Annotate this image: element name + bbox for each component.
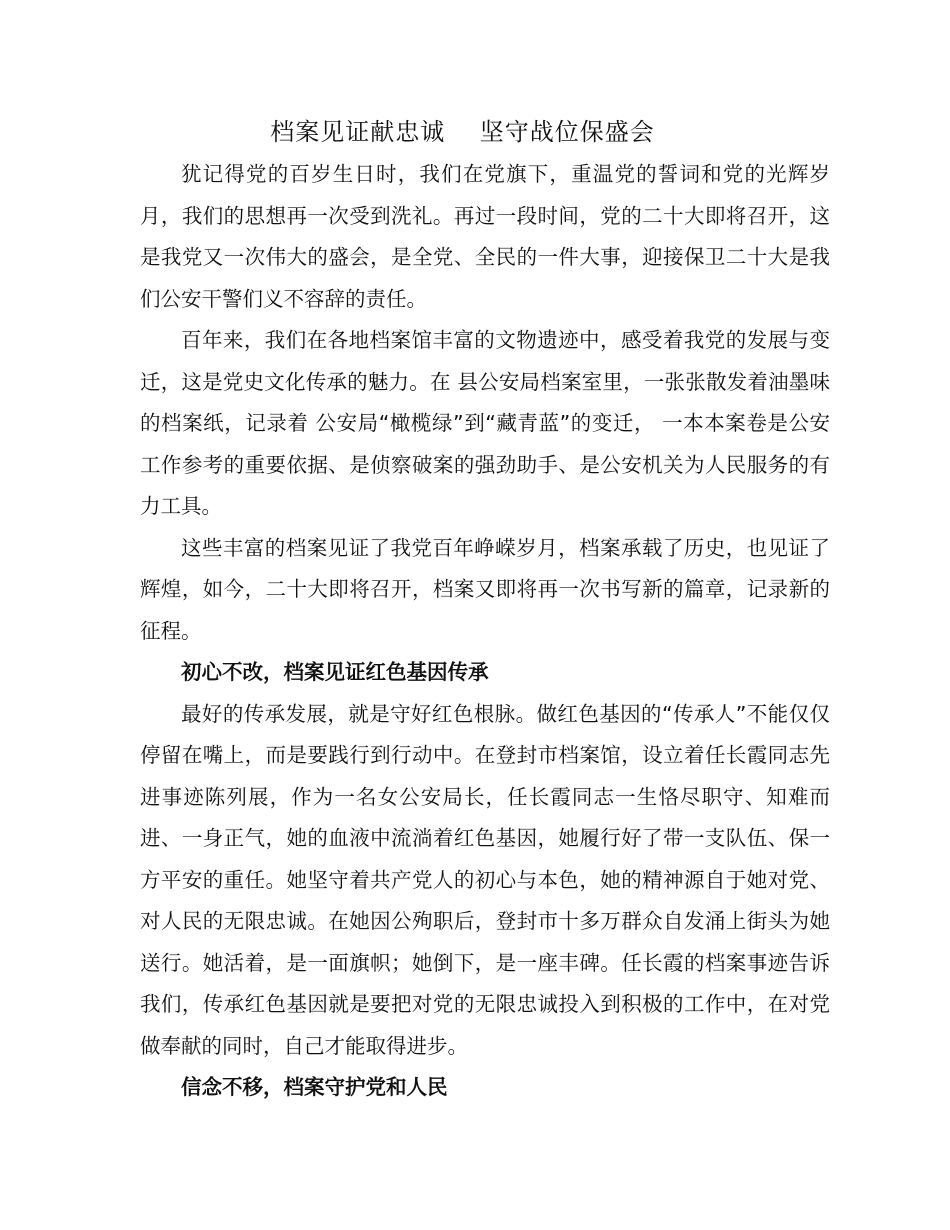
section-heading-1: 初心不改，档案见证红色基因传承 (181, 660, 489, 684)
document-title: 档案见证献忠诚 坚守战位保盛会 (270, 118, 655, 146)
section-1-paragraph: 最好的传承发展，就是守好红色根脉。做红色基因的“传承人”不能仅仅停留在嘴上，而是要践行到行动中。在登封市档案馆，设立着任长霞同志先进事迹陈列展，作为一名女公安局长，任长霞同志一生恪尽职守、知难而进、一身正气，她的血液中流淌着红色基因，她履行好了带一支队伍、保一方平安的重任。她坚守着共产党人的初心与本色，她的精神源自于她对党、对人民的无限忠诚。在她因公殉职后，登封市十多万群众自发涌上街头为她送行。她活着，是一面旗帜；她倒下，是一座丰碑。任长霞的档案事迹告诉我们，传承红色基因就是要把对党的无限忠诚投入到积极的工作中，在对党做奉献的同时，自己才能取得进步。 (140, 701, 830, 1058)
paragraph-intro-2: 百年来，我们在各地档案馆丰富的文物遗迹中，感受着我党的发展与变迁，这是党史文化传承的魅力。在 县公安局档案室里，一张张散发着油墨味的档案纸，记录着 公安局“橄榄绿”到“藏青蓝”的变迁， 一本本案卷是公安工作参考的重要依据、是侦察破案的强劲助手、是公安机关为人民服务的有力工具。 (140, 328, 830, 518)
paragraph-intro-3: 这些丰富的档案见证了我党百年峥嵘岁月，档案承载了历史，也见证了辉煌，如今，二十大即将召开，档案又即将再一次书写新的篇章，记录新的征程。 (140, 535, 830, 643)
paragraph-intro-1: 犹记得党的百岁生日时，我们在党旗下，重温党的誓词和党的光辉岁月，我们的思想再一次受到洗礼。再过一段时间，党的二十大即将召开，这是我党又一次伟大的盛会，是全党、全民的一件大事，迎接保卫二十大是我们公安干警们义不容辞的责任。 (140, 162, 830, 311)
document-body (140, 154, 830, 1109)
section-heading-2: 信念不移，档案守护党和人民 (181, 1075, 448, 1099)
